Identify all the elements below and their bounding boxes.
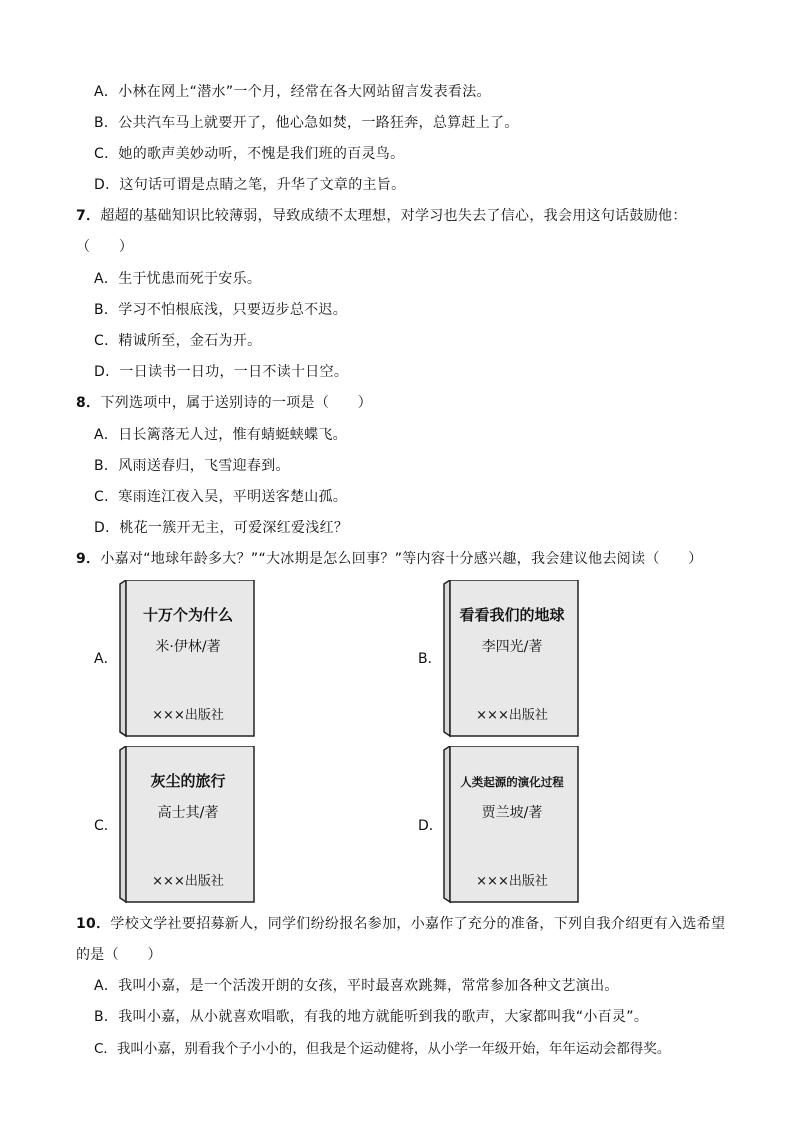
q6-option-d: D．这句话可谓是点睛之笔，升华了文章的主旨。	[94, 177, 406, 193]
book-title: 十万个为什么	[142, 606, 233, 624]
q9-book-a	[118, 580, 258, 736]
book-publisher: ×××出版社	[476, 874, 548, 889]
q6-option-c: C．她的歌声美妙动听，不愧是我们班的百灵鸟。	[94, 146, 405, 162]
q8-option-a: A．日长篱落无人过，惟有蜻蜓蛱蝶飞。	[94, 427, 347, 443]
book-author: 贾兰坡/著	[481, 805, 543, 821]
q10-option-a: A．我叫小嘉，是一个活泼开朗的女孩，平时最喜欢跳舞，常常参加各种文艺演出。	[94, 978, 619, 994]
q9-book-b	[442, 580, 582, 736]
q7-stem: 7．超超的基础知识比较薄弱，导致成绩不太理想，对学习也失去了信心，我会用这句话鼓励他：	[76, 208, 687, 224]
q9-book-c	[118, 746, 258, 902]
q9-option-c-letter: C．	[94, 818, 118, 834]
book-title: 人类起源的演化过程	[460, 775, 564, 789]
q9-option-a-letter: A．	[94, 651, 118, 667]
book-author: 高士其/著	[157, 805, 219, 821]
q8-option-b: B．风雨送春归，飞雪迎春到。	[94, 458, 290, 474]
q8-option-d: D．桃花一簇开无主，可爱深红爱浅红？	[94, 520, 349, 536]
q9-book-d	[442, 746, 582, 902]
book-author: 李四光/著	[481, 639, 543, 655]
q6-option-b: B．公共汽车马上就要开了，他心急如焚，一路狂奔，总算赶上了。	[94, 115, 519, 131]
q9-option-b-letter: B．	[418, 651, 442, 667]
q7-option-a: A．生于忧患而死于安乐。	[94, 271, 262, 287]
q7-option-b: B．学习不怕根底浅，只要迈步总不迟。	[94, 302, 348, 318]
book-publisher: ×××出版社	[152, 708, 224, 723]
book-publisher: ×××出版社	[152, 874, 224, 889]
q10-stem-line1: 10．学校文学社要招募新人，同学们纷纷报名参加，小嘉作了充分的准备，下列自我介绍更有入选希望	[76, 916, 726, 932]
q10-option-b: B．我叫小嘉，从小就喜欢唱歌，有我的地方就能听到我的歌声，大家都叫我“小百灵”。	[94, 1009, 649, 1025]
book-title: 灰尘的旅行	[150, 772, 226, 790]
q9-option-d-letter: D．	[418, 818, 443, 834]
q7-option-c: C．精诚所至，金石为开。	[94, 333, 262, 349]
q10-option-c: C．我叫小嘉，别看我个子小小的，但我是个运动健将，从小学一年级开始，年年运动会都得奖。	[94, 1041, 671, 1057]
q10-stem-line2: 的是（ ）	[76, 947, 162, 963]
q8-stem: 8．下列选项中，属于送别诗的一项是（ ）	[76, 395, 373, 411]
q7-answer-bracket: （ ）	[76, 239, 134, 255]
book-publisher: ×××出版社	[476, 708, 548, 723]
q7-option-d: D．一日读书一日功，一日不读十日空。	[94, 364, 349, 380]
q8-option-c: C．寒雨连江夜入吴，平明送客楚山孤。	[94, 489, 348, 505]
book-author: 米·伊林/著	[155, 639, 221, 655]
book-title: 看看我们的地球	[459, 606, 565, 624]
q9-stem: 9．小嘉对“地球年龄多大？”“大冰期是怎么回事？”等内容十分感兴趣，我会建议他去阅读（ ）	[76, 551, 703, 567]
q6-option-a: A．小林在网上“潜水”一个月，经常在各大网站留言发表看法。	[94, 84, 491, 100]
